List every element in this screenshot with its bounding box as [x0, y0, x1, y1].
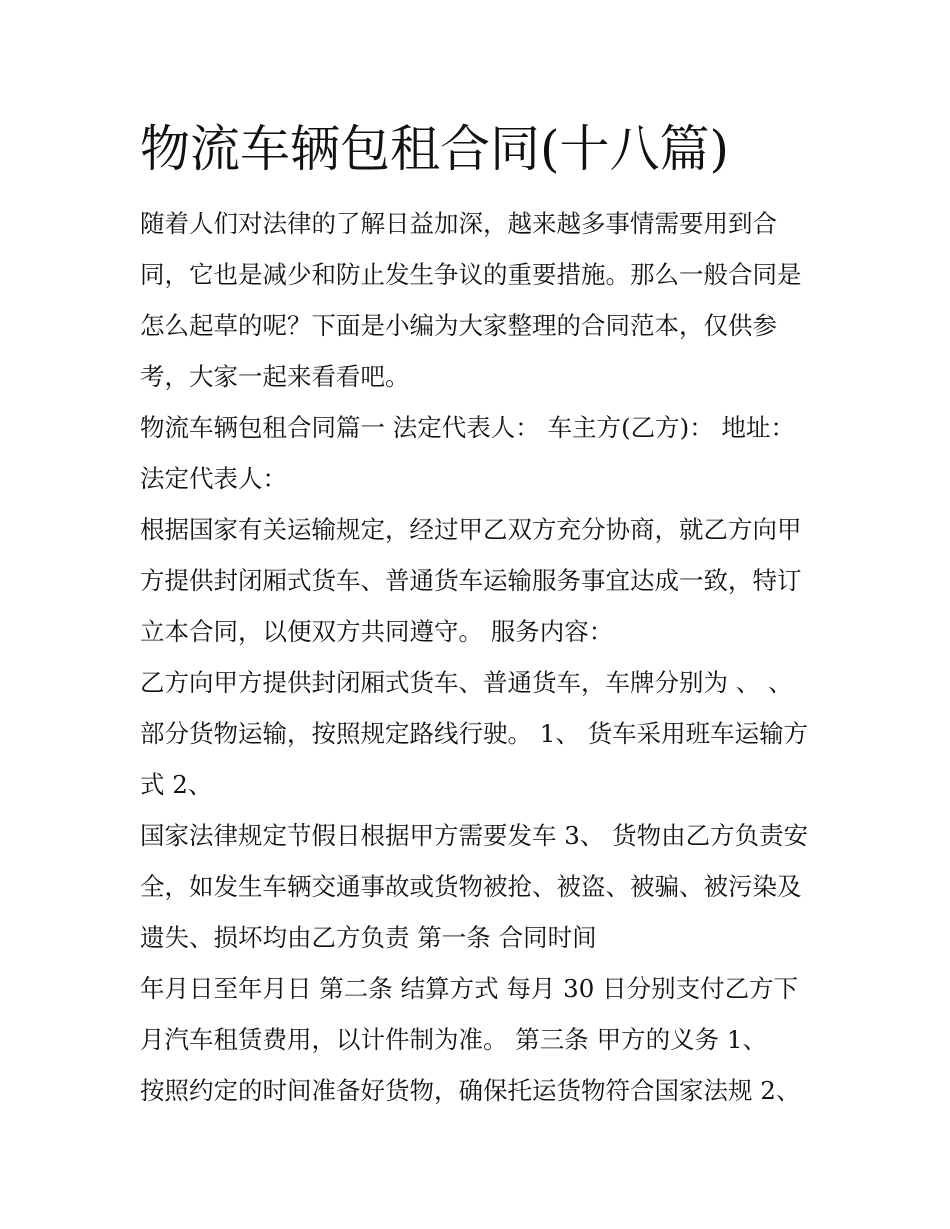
paragraph-line: 法定代表人：: [140, 464, 287, 493]
paragraph-line: 根据国家有关运输规定，经过甲乙双方充分协商，就乙方向甲: [140, 515, 802, 544]
paragraph-line: 式 2、: [140, 770, 213, 799]
paragraph-line: 物流车辆包租合同篇一 法定代表人： 车主方(乙方)： 地址：: [140, 413, 795, 442]
paragraph-line: 随着人们对法律的了解日益加深，越来越多事情需要用到合: [140, 209, 777, 238]
paragraph-line: 月汽车租赁费用，以计件制为准。 第三条 甲方的义务 1、: [140, 1025, 767, 1054]
document-title: 物流车辆包租合同(十八篇): [140, 120, 730, 178]
paragraph-line: 全，如发生车辆交通事故或货物被抢、被盗、被骗、被污染及: [140, 872, 802, 901]
paragraph-line: 年月日至年月日 第二条 结算方式 每月 30 日分别支付乙方下: [140, 974, 799, 1003]
paragraph-line: 同，它也是减少和防止发生争议的重要措施。那么一般合同是: [140, 260, 802, 289]
paragraph-line: 部分货物运输，按照规定路线行驶。 1、 货车采用班车运输方: [140, 719, 809, 748]
paragraph-line: 国家法律规定节假日根据甲方需要发车 3、 货物由乙方负责安: [140, 821, 809, 850]
paragraph-line: 立本合同，以便双方共同遵守。 服务内容：: [140, 617, 614, 646]
paragraph-line: 方提供封闭厢式货车、普通货车运输服务事宜达成一致，特订: [140, 566, 802, 595]
paragraph-line: 遗失、损坏均由乙方负责 第一条 合同时间: [140, 923, 597, 952]
paragraph-line: 按照约定的时间准备好货物，确保托运货物符合国家法规 2、: [140, 1076, 801, 1105]
paragraph-line: 乙方向甲方提供封闭厢式货车、普通货车，车牌分别为 、 、: [140, 668, 793, 697]
paragraph-line: 怎么起草的呢？下面是小编为大家整理的合同范本，仅供参: [140, 311, 777, 340]
paragraph-line: 考，大家一起来看看吧。: [140, 362, 410, 391]
